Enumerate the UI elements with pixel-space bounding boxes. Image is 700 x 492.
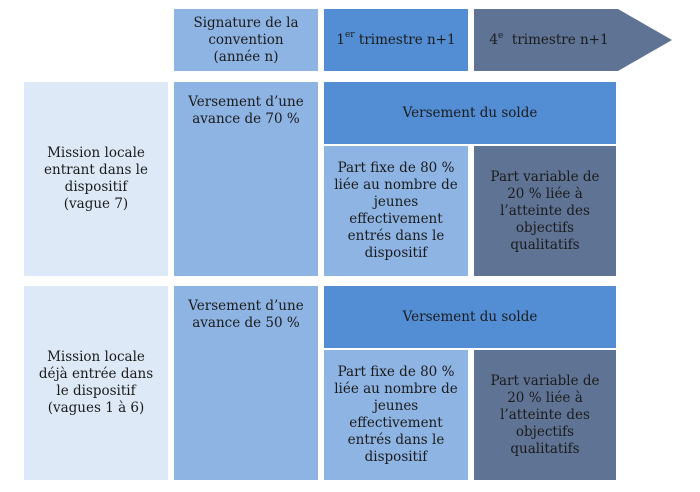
trimestre-1-sup: er (344, 30, 355, 40)
row2-avance (174, 286, 318, 480)
row1-part-variable-line: qualitatifs (510, 236, 580, 253)
row2-part-variable-line: qualitatifs (510, 440, 580, 457)
header-signature (174, 9, 318, 71)
row1-label-line: (vague 7) (63, 196, 129, 212)
row1-part-fixe-line: liée au nombre de (334, 177, 458, 193)
header-trimestre-4 (474, 9, 624, 71)
row1-avance-line: Versement d’une (188, 94, 304, 110)
row1-label-line: entrant dans le (44, 162, 148, 178)
trimestre-4-text: trimestre n+1 (503, 32, 609, 48)
row2-part-fixe (324, 350, 468, 480)
row1-part-variable-line: l’atteinte des (500, 202, 590, 219)
row2-part-fixe-line: jeunes (373, 398, 419, 414)
trimestre-1-number: 1 (336, 31, 345, 48)
row2-label (24, 286, 168, 480)
row2-solde (324, 286, 616, 348)
row2-avance-line: avance de 50 % (192, 315, 300, 331)
row2-part-fixe-line: Part fixe de 80 % (337, 364, 455, 380)
trimestre-1-text: trimestre n+1 (354, 31, 456, 48)
row2-part-variable (474, 350, 616, 480)
row2-part-variable-line: objectifs (515, 423, 575, 440)
row1-label (24, 82, 168, 276)
row1-label-line: Mission locale (47, 145, 145, 161)
row1-part-fixe-line: Part fixe de 80 % (337, 160, 455, 176)
row1-part-fixe-line: dispositif (364, 245, 428, 261)
row1-part-variable-line: 20 % liée à (507, 185, 583, 202)
row1-avance-line: avance de 70 % (192, 111, 300, 127)
row1-solde (324, 82, 616, 144)
row2-part-variable-line: 20 % liée à (507, 389, 583, 406)
row2-part-fixe-line: liée au nombre de (334, 381, 458, 397)
row2-label-line: Mission locale (47, 349, 145, 365)
row1-part-variable-line: Part variable de (490, 168, 600, 185)
row2-label-line: le dispositif (56, 383, 136, 399)
header-signature-line: (année n) (213, 48, 279, 65)
row2-part-variable-line: l’atteinte des (500, 406, 590, 423)
row1-part-variable (474, 146, 616, 276)
row1-part-variable-line: objectifs (515, 219, 575, 236)
row1-part-fixe-line: jeunes (373, 194, 419, 210)
row2-part-variable-line: Part variable de (490, 372, 600, 389)
row2-part-fixe-line: dispositif (364, 449, 428, 465)
row2-label-line: déjà entrée dans (38, 366, 154, 382)
header-signature-line: convention (208, 31, 284, 48)
row1-label-line: dispositif (64, 179, 128, 195)
row1-avance (174, 82, 318, 276)
row2-part-fixe-line: entrés dans le (347, 432, 445, 448)
row1-part-fixe-line: entrés dans le (347, 228, 445, 244)
row2-avance-line: Versement d’une (188, 298, 304, 314)
header-signature-line: Signature de la (193, 14, 299, 31)
row1-solde-text: Versement du solde (402, 104, 538, 121)
row1-part-fixe-line: effectivement (349, 211, 443, 227)
trimestre-4-number: 4 (489, 32, 498, 48)
row2-part-fixe-line: effectivement (349, 415, 443, 431)
row2-label-line: (vagues 1 à 6) (47, 400, 145, 416)
trimestre-4-sup: e (498, 30, 504, 41)
row1-part-fixe (324, 146, 468, 276)
row2-solde-text: Versement du solde (402, 308, 538, 325)
header-trimestre-1 (324, 9, 468, 71)
